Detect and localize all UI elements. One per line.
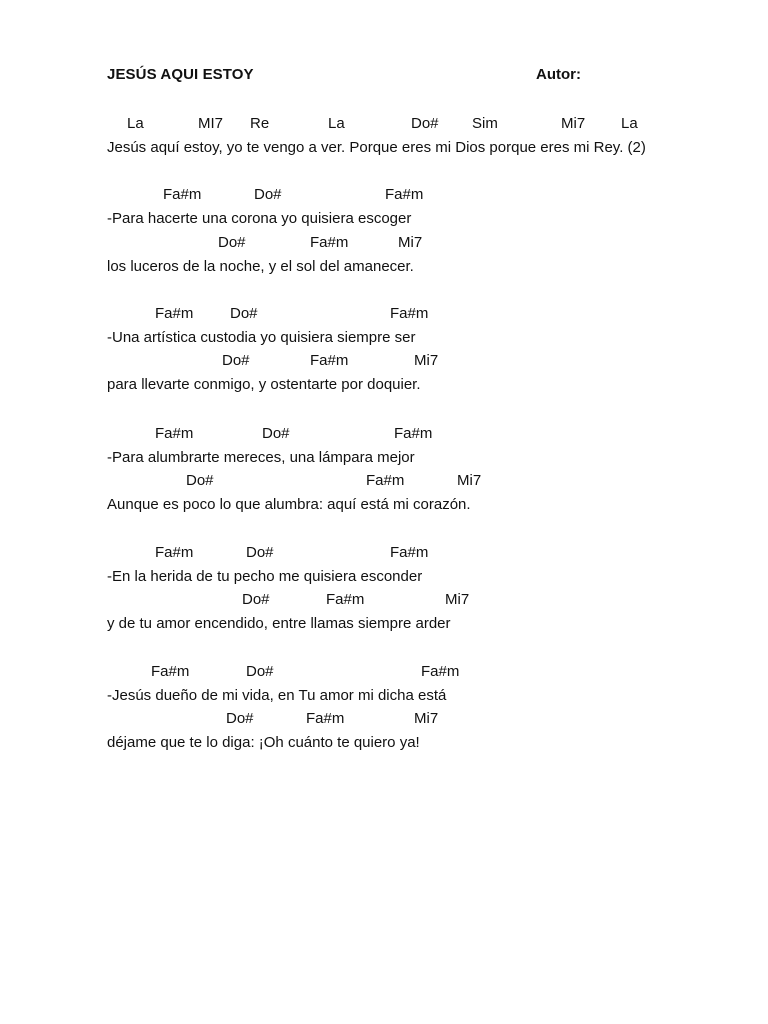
lyric-line: y de tu amor encendido, entre llamas siempre arder — [107, 615, 451, 632]
chord: Fa#m — [306, 710, 345, 727]
chord: Fa#m — [326, 591, 365, 608]
chord: Sim — [472, 115, 498, 132]
chord: Do# — [226, 710, 254, 727]
lyric-line: -Para hacerte una corona yo quisiera escoger — [107, 210, 412, 227]
chord: Do# — [254, 186, 282, 203]
chord: Fa#m — [366, 472, 405, 489]
chord: Mi7 — [457, 472, 482, 489]
chord: La — [621, 115, 638, 132]
chord: La — [127, 115, 144, 132]
chord: Do# — [242, 591, 270, 608]
lyric-line: -Una artística custodia yo quisiera siempre ser — [107, 329, 416, 346]
chord: Do# — [222, 352, 250, 369]
chord: Fa#m — [421, 663, 460, 680]
chord: Do# — [246, 663, 274, 680]
chord: Fa#m — [151, 663, 190, 680]
lyric-line: -Jesús dueño de mi vida, en Tu amor mi dicha está — [107, 687, 447, 704]
chord: Mi7 — [445, 591, 470, 608]
author-label: Autor: — [536, 66, 581, 83]
chord: Re — [250, 115, 270, 132]
lyric-line: déjame que te lo diga: ¡Oh cuánto te quiero ya! — [107, 734, 420, 751]
chord: La — [328, 115, 345, 132]
lyric-line: -En la herida de tu pecho me quisiera esconder — [107, 568, 423, 585]
chord: Do# — [411, 115, 439, 132]
song-title: JESÚS AQUI ESTOY — [107, 66, 254, 83]
chord: Fa#m — [390, 305, 429, 322]
chord: Fa#m — [390, 544, 429, 561]
lyric-line: los luceros de la noche, y el sol del amanecer. — [107, 258, 414, 275]
chord: Mi7 — [561, 115, 586, 132]
chord: Fa#m — [155, 425, 194, 442]
lyric-line: para llevarte conmigo, y ostentarte por doquier. — [107, 376, 421, 393]
chord: Fa#m — [310, 234, 349, 251]
lyric-line: -Para alumbrarte mereces, una lámpara mejor — [107, 449, 415, 466]
chord: Mi7 — [398, 234, 423, 251]
chord: Fa#m — [163, 186, 202, 203]
chord: Fa#m — [394, 425, 433, 442]
chord: Fa#m — [155, 305, 194, 322]
chord: Fa#m — [155, 544, 194, 561]
chord: Do# — [262, 425, 290, 442]
chord: Do# — [186, 472, 214, 489]
chord: Do# — [218, 234, 246, 251]
chord: Do# — [246, 544, 274, 561]
chord: Do# — [230, 305, 258, 322]
lyric-line: Aunque es poco lo que alumbra: aquí está mi corazón. — [107, 496, 471, 513]
chord: Mi7 — [414, 710, 439, 727]
chord: Fa#m — [310, 352, 349, 369]
chord: Fa#m — [385, 186, 424, 203]
chord: Mi7 — [414, 352, 439, 369]
chord: MI7 — [198, 115, 224, 132]
lyric-line: Jesús aquí estoy, yo te vengo a ver. Porque eres mi Dios porque eres mi Rey. (2) — [107, 139, 646, 156]
